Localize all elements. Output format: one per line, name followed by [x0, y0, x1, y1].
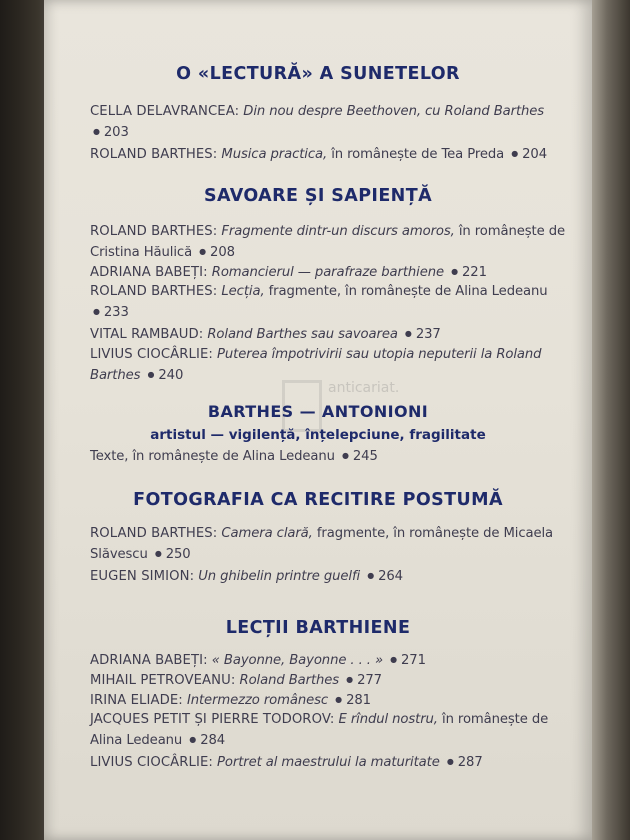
entry-author: MIHAIL PETROVEANU:	[90, 673, 236, 688]
entry-page: ● 204	[508, 147, 547, 162]
section-title: LECȚII BARTHIENE	[225, 618, 411, 638]
entry-detail: în românește de Cristina Hăulică	[90, 224, 566, 260]
entry-work: Camera clară,	[221, 526, 313, 541]
entry-work: Musica practica,	[221, 147, 328, 162]
entry-work: Din nou despre Beethoven, cu Roland Barthes	[243, 104, 545, 119]
entry-work: Fragmente dintr-un discurs amoros,	[221, 224, 455, 239]
entry-author: ADRIANA BABEȚI:	[90, 265, 208, 280]
entry-work: E rîndul nostru,	[338, 712, 438, 727]
toc-entry	[90, 524, 572, 564]
entry-page: ● 250	[152, 547, 191, 562]
entry-work: Romancierul — parafraze barthiene	[211, 265, 445, 280]
entry-work: Un ghibelin printre guelfi	[198, 569, 361, 584]
entry-detail: în românește de Tea Preda	[331, 147, 505, 162]
entry-author: ROLAND BARTHES:	[90, 526, 218, 541]
entry-detail: fragmente, în românește de Micaela Slăvescu	[90, 526, 554, 562]
entry-author: EUGEN SIMION:	[90, 569, 195, 584]
toc-entry	[90, 324, 572, 345]
entry-page: ● 240	[144, 368, 183, 383]
toc-entry	[90, 446, 572, 467]
toc-entry	[90, 650, 572, 671]
entry-author: ROLAND BARTHES:	[90, 147, 218, 162]
entry-author: LIVIUS CIOCÂRLIE:	[90, 347, 213, 362]
entry-work: « Bayonne, Bayonne . . . »	[211, 653, 384, 668]
entry-author: IRINA ELIADE:	[90, 693, 183, 708]
entry-detail: fragmente, în românește de Alina Ledeanu	[268, 284, 548, 299]
entry-page: ● 271	[387, 653, 426, 668]
entry-work: Portret al maestrului la maturitate	[217, 755, 440, 770]
page-edge-shadow	[592, 0, 630, 840]
entry-author: ROLAND BARTHES:	[90, 224, 218, 239]
entry-author: VITAL RAMBAUD:	[90, 327, 204, 342]
section-subtitle: artistul — vigilență, înțelepciune, fragilitate	[150, 427, 486, 443]
entry-page: ● 287	[444, 755, 483, 770]
toc-entry	[90, 262, 572, 283]
entry-page: ● 233	[90, 305, 129, 320]
section-title: SAVOARE ȘI SAPIENȚĂ	[203, 186, 433, 206]
entry-work: Lecția,	[221, 284, 265, 299]
toc-entry	[90, 282, 572, 322]
entry-author: JACQUES PETIT ȘI PIERRE TODOROV:	[90, 712, 335, 727]
entry-detail: Texte, în românește de Alina Ledeanu	[90, 449, 335, 464]
toc-entry	[90, 566, 572, 587]
toc-entry	[90, 710, 572, 750]
entry-page: ● 221	[448, 265, 487, 280]
toc-entry	[90, 102, 572, 142]
table-of-contents	[44, 0, 592, 840]
entry-work: Roland Barthes	[239, 673, 340, 688]
entry-page: ● 281	[332, 693, 371, 708]
section-title: FOTOGRAFIA CA RECITIRE POSTUMĂ	[133, 490, 503, 510]
entry-page: ● 264	[364, 569, 403, 584]
section-title: BARTHES — ANTONIONI	[207, 402, 429, 421]
entry-author: ADRIANA BABEȚI:	[90, 653, 208, 668]
entry-page: ● 245	[339, 449, 378, 464]
entry-detail: în românește de Alina Ledeanu	[90, 712, 549, 748]
entry-page: ● 208	[196, 245, 235, 260]
entry-author: LIVIUS CIOCÂRLIE:	[90, 755, 213, 770]
entry-author: CELLA DELAVRANCEA:	[90, 104, 240, 119]
entry-work: Puterea împotrivirii sau utopia neputerii la Roland Barthes	[90, 347, 542, 383]
toc-entry	[90, 345, 572, 385]
entry-page: ● 277	[343, 673, 382, 688]
entry-work: Intermezzo românesc	[186, 693, 329, 708]
toc-entry	[90, 752, 572, 773]
toc-entry	[90, 690, 572, 711]
entry-page: ● 237	[402, 327, 441, 342]
toc-entry	[90, 144, 572, 165]
section-title: O «LECTURĂ» A SUNETELOR	[176, 64, 460, 84]
entry-page: ● 203	[90, 125, 129, 140]
entry-page: ● 284	[186, 733, 225, 748]
toc-entry	[90, 670, 572, 691]
toc-entry	[90, 222, 572, 262]
watermark-text: anticariat.	[328, 380, 400, 396]
entry-work: Roland Barthes sau savoarea	[207, 327, 398, 342]
entry-author: ROLAND BARTHES:	[90, 284, 218, 299]
